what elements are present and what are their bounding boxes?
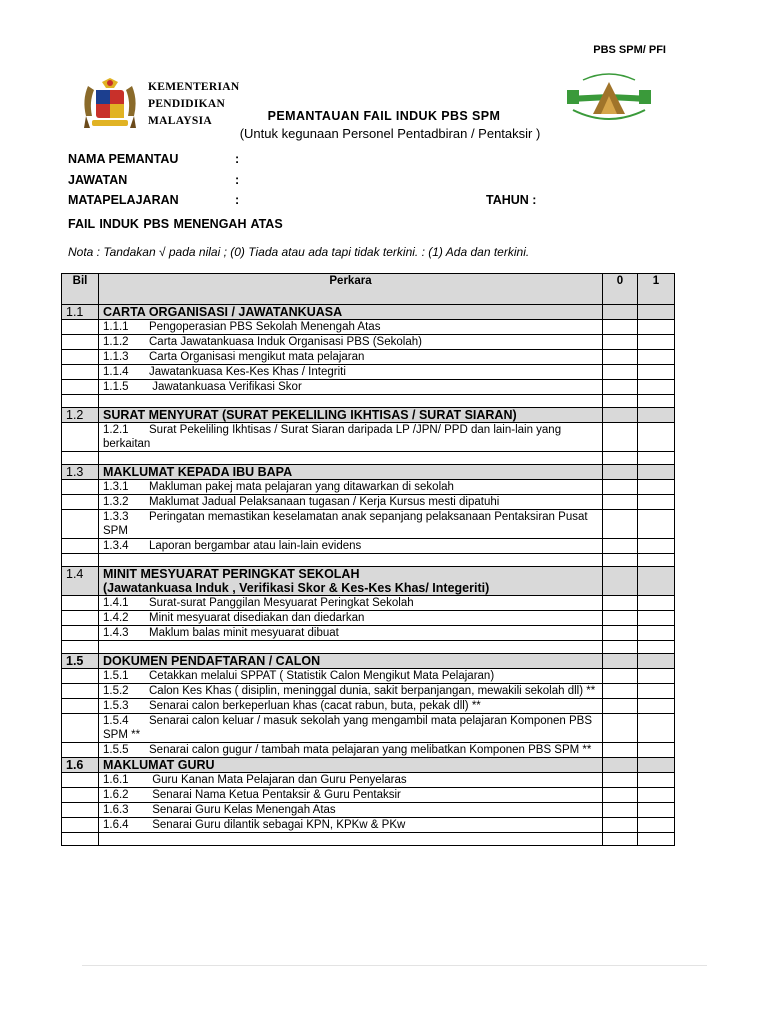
- bil-cell: [62, 495, 99, 510]
- item-cell: [99, 320, 603, 335]
- colon: :: [235, 173, 240, 187]
- item-cell: [99, 818, 603, 833]
- checklist-body: [62, 305, 675, 846]
- page-divider: [82, 965, 707, 966]
- score-0-checkbox[interactable]: [603, 510, 638, 539]
- score-0-checkbox[interactable]: [603, 773, 638, 788]
- score-1-checkbox[interactable]: [638, 743, 675, 758]
- item-text: Maklumat Jadual Pelaksanaan tugasan / Kerja Kursus mesti dipatuhi: [149, 496, 500, 508]
- section-row: [62, 758, 675, 773]
- bil-cell: [62, 480, 99, 495]
- score-0-checkbox[interactable]: [603, 495, 638, 510]
- spacer-cell: [99, 395, 603, 408]
- score-1-checkbox[interactable]: [638, 611, 675, 626]
- item-text: Jawatankuasa Kes-Kes Khas / Integriti: [149, 366, 346, 378]
- jawatan-label: JAWATAN: [68, 173, 128, 187]
- section-title: SURAT MENYURAT (SURAT PEKELILING IKHTISAS / SURAT SIARAN): [103, 408, 517, 422]
- checklist-item-row: [62, 773, 675, 788]
- score-1-checkbox[interactable]: [638, 380, 675, 395]
- item-number: 1.5.2: [103, 685, 129, 697]
- bil-cell: [62, 773, 99, 788]
- checklist-item-row: [62, 626, 675, 641]
- section-row: [62, 305, 675, 320]
- section-title: MINIT MESYUARAT PERINGKAT SEKOLAH: [103, 567, 360, 581]
- item-cell: [99, 773, 603, 788]
- item-cell: [99, 480, 603, 495]
- score-0-checkbox[interactable]: [603, 423, 638, 452]
- bil-cell: [62, 684, 99, 699]
- item-text: Maklum balas minit mesyuarat dibuat: [149, 627, 339, 639]
- checklist-item-row: [62, 380, 675, 395]
- score-1-checkbox[interactable]: [638, 684, 675, 699]
- section-number: 1.2: [62, 408, 99, 423]
- item-number: 1.4.2: [103, 612, 129, 624]
- bil-cell: [62, 350, 99, 365]
- score-1-checkbox[interactable]: [638, 818, 675, 833]
- item-number: 1.1.2: [103, 336, 129, 348]
- item-cell: [99, 714, 603, 743]
- spacer-cell: [603, 833, 638, 846]
- section-row: [62, 465, 675, 480]
- spacer-cell: [99, 554, 603, 567]
- item-number: 1.6.3: [103, 804, 129, 816]
- document-code: PBS SPM/ PFI: [593, 44, 666, 56]
- bil-cell: [62, 539, 99, 554]
- item-number: 1.5.4: [103, 715, 129, 727]
- spacer-cell: [62, 395, 99, 408]
- spacer-cell: [603, 452, 638, 465]
- spacer-cell: [638, 554, 675, 567]
- bil-cell: [62, 669, 99, 684]
- bil-cell: [62, 788, 99, 803]
- checklist-item-row: [62, 335, 675, 350]
- spacer-cell: [62, 554, 99, 567]
- score-1-checkbox[interactable]: [638, 495, 675, 510]
- item-number: 1.3.1: [103, 481, 129, 493]
- score-1-checkbox[interactable]: [638, 714, 675, 743]
- bil-cell: [62, 423, 99, 452]
- bil-cell: [62, 365, 99, 380]
- section-number: 1.3: [62, 465, 99, 480]
- spacer-cell: [62, 452, 99, 465]
- spacer-cell: [62, 641, 99, 654]
- item-cell: [99, 380, 603, 395]
- item-cell: [99, 423, 603, 452]
- checklist-item-row: [62, 495, 675, 510]
- score-0-checkbox[interactable]: [603, 335, 638, 350]
- item-text: Senarai calon keluar / masuk sekolah yang mengambil mata pelajaran Komponen PBS SPM **: [103, 715, 593, 741]
- item-cell: [99, 539, 603, 554]
- section-title-cell: [99, 465, 603, 480]
- score-1-checkbox[interactable]: [638, 480, 675, 495]
- checklist-item-row: [62, 320, 675, 335]
- score-1-cell[interactable]: [638, 567, 675, 596]
- score-1-checkbox[interactable]: [638, 788, 675, 803]
- checklist-item-row: [62, 510, 675, 539]
- score-0-cell[interactable]: [603, 408, 638, 423]
- score-1-checkbox[interactable]: [638, 626, 675, 641]
- spacer-cell: [638, 833, 675, 846]
- item-cell: [99, 350, 603, 365]
- spacer-cell: [62, 833, 99, 846]
- item-number: 1.2.1: [103, 424, 129, 436]
- section-title-cell: [99, 758, 603, 773]
- section-number: 1.1: [62, 305, 99, 320]
- checklist-item-row: [62, 350, 675, 365]
- item-cell: [99, 788, 603, 803]
- score-0-checkbox[interactable]: [603, 480, 638, 495]
- colon: :: [235, 193, 240, 207]
- item-number: 1.1.4: [103, 366, 129, 378]
- score-0-cell[interactable]: [603, 305, 638, 320]
- checklist-item-row: [62, 684, 675, 699]
- bil-cell: [62, 699, 99, 714]
- bil-cell: [62, 510, 99, 539]
- checklist-item-row: [62, 423, 675, 452]
- score-0-checkbox[interactable]: [603, 699, 638, 714]
- nama-pemantau-label: NAMA PEMANTAU: [68, 152, 179, 166]
- section-row: [62, 408, 675, 423]
- item-number: 1.6.1: [103, 774, 129, 786]
- score-1-checkbox[interactable]: [638, 510, 675, 539]
- score-1-cell[interactable]: [638, 408, 675, 423]
- header-score-0: 0: [603, 274, 638, 305]
- score-0-checkbox[interactable]: [603, 596, 638, 611]
- form-nama-pemantau: [68, 152, 240, 166]
- score-0-checkbox[interactable]: [603, 611, 638, 626]
- section-row: [62, 654, 675, 669]
- spacer-row: [62, 452, 675, 465]
- bil-cell: [62, 380, 99, 395]
- score-0-cell[interactable]: [603, 654, 638, 669]
- item-number: 1.5.1: [103, 670, 129, 682]
- item-text: Carta Jawatankuasa Induk Organisasi PBS (Sekolah): [149, 336, 422, 348]
- section-number: 1.6: [62, 758, 99, 773]
- score-1-checkbox[interactable]: [638, 773, 675, 788]
- item-text: Minit mesyuarat disediakan dan diedarkan: [149, 612, 365, 624]
- item-text: Surat Pekeliling Ikhtisas / Surat Siaran daripada LP /JPN/ PPD dan lain-lain yang berkaitan: [103, 424, 562, 450]
- checklist-item-row: [62, 818, 675, 833]
- item-number: 1.6.4: [103, 819, 129, 831]
- ministry-line-2: PENDIDIKAN: [148, 98, 226, 110]
- item-text: Makluman pakej mata pelajaran yang ditawarkan di sekolah: [149, 481, 454, 493]
- score-0-checkbox[interactable]: [603, 320, 638, 335]
- bil-cell: [62, 818, 99, 833]
- item-cell: [99, 335, 603, 350]
- checklist-item-row: [62, 596, 675, 611]
- item-number: 1.3.2: [103, 496, 129, 508]
- score-0-cell[interactable]: [603, 758, 638, 773]
- checklist-item-row: [62, 714, 675, 743]
- item-number: 1.1.5: [103, 381, 129, 393]
- item-cell: [99, 699, 603, 714]
- score-0-checkbox[interactable]: [603, 380, 638, 395]
- fail-induk-heading: FAIL INDUK PBS MENENGAH ATAS: [68, 217, 283, 231]
- checklist-item-row: [62, 669, 675, 684]
- item-cell: [99, 365, 603, 380]
- score-1-cell[interactable]: [638, 758, 675, 773]
- section-title-cell: [99, 654, 603, 669]
- item-number: 1.4.1: [103, 597, 129, 609]
- section-row: [62, 567, 675, 596]
- header-bil: Bil: [62, 274, 99, 305]
- header-perkara: Perkara: [99, 274, 603, 305]
- checklist-item-row: [62, 365, 675, 380]
- spacer-row: [62, 641, 675, 654]
- score-0-checkbox[interactable]: [603, 743, 638, 758]
- item-text: Calon Kes Khas ( disiplin, meninggal dunia, sakit berpanjangan, mewakili sekolah dll) **: [149, 685, 596, 697]
- spacer-cell: [99, 833, 603, 846]
- item-number: 1.3.4: [103, 540, 129, 552]
- spacer-cell: [638, 452, 675, 465]
- score-1-checkbox[interactable]: [638, 803, 675, 818]
- section-title-cell: [99, 408, 603, 423]
- item-cell: [99, 743, 603, 758]
- item-text: Senarai Guru Kelas Menengah Atas: [149, 804, 336, 816]
- section-title: DOKUMEN PENDAFTARAN / CALON: [103, 654, 321, 668]
- spacer-cell: [638, 641, 675, 654]
- matapelajaran-label: MATAPELAJARAN: [68, 193, 179, 207]
- checklist-table: [61, 273, 675, 846]
- item-number: 1.1.3: [103, 351, 129, 363]
- score-1-checkbox[interactable]: [638, 350, 675, 365]
- score-1-checkbox[interactable]: [638, 596, 675, 611]
- instruction-note: Nota : Tandakan √ pada nilai ; (0) Tiada atau ada tapi tidak terkini. : (1) Ada dan terkini.: [68, 245, 530, 259]
- item-text: Senarai calon berkeperluan khas (cacat rabun, buta, pekak dll) **: [149, 700, 481, 712]
- checklist-item-row: [62, 699, 675, 714]
- score-0-checkbox[interactable]: [603, 539, 638, 554]
- score-0-cell[interactable]: [603, 465, 638, 480]
- checklist-item-row: [62, 611, 675, 626]
- score-1-cell[interactable]: [638, 654, 675, 669]
- score-1-checkbox[interactable]: [638, 365, 675, 380]
- score-0-checkbox[interactable]: [603, 669, 638, 684]
- score-0-cell[interactable]: [603, 567, 638, 596]
- spacer-cell: [99, 452, 603, 465]
- item-text: Cetakkan melalui SPPAT ( Statistik Calon Mengikut Mata Pelajaran): [149, 670, 495, 682]
- section-title-cell: [99, 567, 603, 596]
- item-text: Carta Organisasi mengikut mata pelajaran: [149, 351, 365, 363]
- item-number: 1.5.3: [103, 700, 129, 712]
- section-title-cell: [99, 305, 603, 320]
- checklist-item-row: [62, 743, 675, 758]
- item-number: 1.1.1: [103, 321, 129, 333]
- item-text: Pengoperasian PBS Sekolah Menengah Atas: [149, 321, 381, 333]
- bil-cell: [62, 803, 99, 818]
- score-1-checkbox[interactable]: [638, 699, 675, 714]
- spacer-row: [62, 833, 675, 846]
- document-title: PEMANTAUAN FAIL INDUK PBS SPM: [267, 109, 501, 123]
- bil-cell: [62, 743, 99, 758]
- item-text: Guru Kanan Mata Pelajaran dan Guru Penyelaras: [149, 774, 407, 786]
- ministry-line-1: KEMENTERIAN: [148, 81, 240, 93]
- spacer-cell: [638, 395, 675, 408]
- section-number: 1.4: [62, 567, 99, 596]
- score-0-checkbox[interactable]: [603, 626, 638, 641]
- item-text: Senarai Nama Ketua Pentaksir & Guru Pentaksir: [149, 789, 401, 801]
- item-text: Laporan bergambar atau lain-lain evidens: [149, 540, 362, 552]
- spacer-row: [62, 554, 675, 567]
- item-cell: [99, 495, 603, 510]
- bil-cell: [62, 611, 99, 626]
- form-jawatan: [68, 173, 240, 187]
- document-subtitle: (Untuk kegunaan Personel Pentadbiran / Pentaksir ): [239, 126, 541, 141]
- bil-cell: [62, 714, 99, 743]
- spacer-cell: [603, 395, 638, 408]
- score-1-checkbox[interactable]: [638, 669, 675, 684]
- checklist-item-row: [62, 803, 675, 818]
- tahun-label: TAHUN :: [486, 193, 537, 207]
- score-1-cell[interactable]: [638, 465, 675, 480]
- section-number: 1.5: [62, 654, 99, 669]
- checklist-item-row: [62, 539, 675, 554]
- score-1-checkbox[interactable]: [638, 320, 675, 335]
- item-cell: [99, 669, 603, 684]
- section-title: MAKLUMAT GURU: [103, 758, 215, 772]
- score-1-checkbox[interactable]: [638, 335, 675, 350]
- spacer-row: [62, 395, 675, 408]
- score-1-checkbox[interactable]: [638, 539, 675, 554]
- colon: :: [235, 152, 240, 166]
- spacer-cell: [603, 641, 638, 654]
- checklist-item-row: [62, 480, 675, 495]
- bil-cell: [62, 335, 99, 350]
- form-matapelajaran: [68, 193, 240, 207]
- bil-cell: [62, 596, 99, 611]
- item-cell: [99, 611, 603, 626]
- item-cell: [99, 510, 603, 539]
- item-number: 1.3.3: [103, 511, 129, 523]
- item-text: Senarai Guru dilantik sebagai KPN, KPKw & PKw: [149, 819, 406, 831]
- score-1-checkbox[interactable]: [638, 423, 675, 452]
- item-text: Peringatan memastikan keselamatan anak sepanjang pelaksanaan Pentaksiran Pusat SPM: [103, 511, 588, 537]
- section-title: CARTA ORGANISASI / JAWATANKUASA: [103, 305, 343, 319]
- item-cell: [99, 684, 603, 699]
- header-score-1: 1: [638, 274, 675, 305]
- item-number: 1.4.3: [103, 627, 129, 639]
- score-1-cell[interactable]: [638, 305, 675, 320]
- section-subtitle: (Jawatankuasa Induk , Verifikasi Skor & Kes-Kes Khas/ Integeriti): [103, 581, 490, 595]
- score-0-checkbox[interactable]: [603, 803, 638, 818]
- item-text: Jawatankuasa Verifikasi Skor: [149, 381, 302, 393]
- score-0-checkbox[interactable]: [603, 788, 638, 803]
- item-number: 1.5.5: [103, 744, 129, 756]
- score-0-checkbox[interactable]: [603, 350, 638, 365]
- item-cell: [99, 626, 603, 641]
- item-number: 1.6.2: [103, 789, 129, 801]
- bil-cell: [62, 320, 99, 335]
- item-text: Surat-surat Panggilan Mesyuarat Peringkat Sekolah: [149, 597, 414, 609]
- item-text: Senarai calon gugur / tambah mata pelajaran yang melibatkan Komponen PBS SPM **: [149, 744, 592, 756]
- spacer-cell: [99, 641, 603, 654]
- score-0-checkbox[interactable]: [603, 365, 638, 380]
- spacer-cell: [603, 554, 638, 567]
- section-title: MAKLUMAT KEPADA IBU BAPA: [103, 465, 293, 479]
- score-0-checkbox[interactable]: [603, 714, 638, 743]
- table-header-row: [62, 274, 675, 305]
- ministry-line-3: MALAYSIA: [148, 115, 212, 127]
- checklist-item-row: [62, 788, 675, 803]
- item-cell: [99, 596, 603, 611]
- score-0-checkbox[interactable]: [603, 684, 638, 699]
- bil-cell: [62, 626, 99, 641]
- item-cell: [99, 803, 603, 818]
- score-0-checkbox[interactable]: [603, 818, 638, 833]
